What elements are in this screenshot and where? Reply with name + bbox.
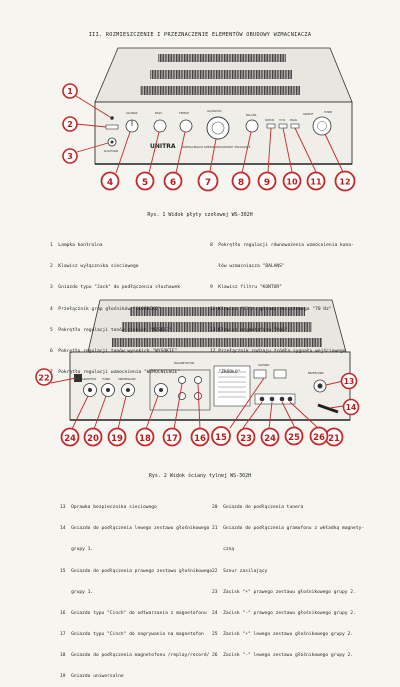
legend-item: 10 Klawisz filtru górnoprzepustowego "70 Hz" bbox=[210, 306, 332, 312]
rear-caption: Rys. 2 Widok ściany tylnej WS-302H bbox=[148, 473, 252, 479]
svg-text:13: 13 bbox=[343, 377, 355, 386]
cinch-play-icon bbox=[195, 377, 202, 384]
svg-text:8: 8 bbox=[237, 178, 245, 188]
svg-text:17: 17 bbox=[166, 434, 178, 444]
svg-text:20: 20 bbox=[87, 434, 99, 444]
svg-text:10: 10 bbox=[286, 177, 298, 187]
callout-26 bbox=[311, 428, 328, 445]
front-legend-left bbox=[50, 228, 180, 383]
legend-item: 8 Pokrętło regulacji równoważenia wzmocnienia kana- bbox=[210, 243, 354, 249]
callout-2 bbox=[63, 117, 77, 131]
legend-item: 20 Gniazdo do podłączenia tunera bbox=[212, 505, 304, 511]
svg-text:25: 25 bbox=[288, 433, 300, 443]
callout-4 bbox=[102, 173, 119, 190]
front-model: WZMACNIACZ SZEROKOPASMOWY PW-KN/2/3 bbox=[182, 145, 251, 149]
callout-8 bbox=[233, 173, 250, 190]
front-label-headphones: SŁUCHAWKI bbox=[104, 150, 119, 153]
callout-5 bbox=[137, 173, 154, 190]
svg-text:3: 3 bbox=[67, 152, 73, 161]
legend-item: 14 Gniazdo do podłączenia lewego zestawu głośnikowego bbox=[60, 526, 210, 532]
callout-3 bbox=[63, 149, 77, 163]
legend-item: 18 Gniazdo do podłączenia magnetofonu /replay/record/ bbox=[60, 653, 210, 659]
callout-1 bbox=[63, 84, 77, 98]
front-label-treble: TREBLE bbox=[179, 112, 189, 115]
treble-knob-icon bbox=[180, 120, 192, 132]
callout-25 bbox=[286, 428, 303, 445]
legend-item: 22 Sznur zasilający bbox=[212, 568, 268, 574]
page-title: III. ROZMIESZCZENIE I PRZEZNACZENIE ELEMENTÓW OBUDOWY WZMACNIACZA bbox=[88, 32, 312, 38]
svg-text:23: 23 bbox=[240, 434, 252, 444]
legend-item: "ŹRÓDŁO" bbox=[210, 369, 241, 375]
front-label-speakers: GŁOŚNIK bbox=[126, 112, 138, 115]
legend-item: 7 Pokrętło regulacji wzmocnienia "WZMOCNIENIE" bbox=[50, 369, 180, 375]
front-label-phono: GRAMOF bbox=[303, 113, 314, 116]
legend-item: grupy 1. bbox=[60, 589, 94, 595]
callout-10 bbox=[284, 173, 301, 190]
callout-24-left bbox=[62, 429, 79, 446]
front-label-contour: KONTUR bbox=[265, 119, 275, 122]
contour-key-icon bbox=[267, 124, 275, 128]
front-label-tuner: TUNER bbox=[324, 111, 333, 114]
rear-label-speakers: GŁOŚNIKI bbox=[258, 364, 270, 367]
svg-text:12: 12 bbox=[339, 177, 351, 187]
front-brand: UNITRA bbox=[150, 143, 176, 150]
callout-6 bbox=[165, 173, 182, 190]
svg-text:18: 18 bbox=[139, 434, 151, 444]
rear-label-universal: UNIWERSALNE bbox=[118, 378, 136, 381]
callout-24-right bbox=[262, 429, 279, 446]
rear-label-phono: GRAMOFON bbox=[82, 378, 97, 381]
legend-item: grupy 1. bbox=[60, 547, 94, 553]
front-label-bass: BASS bbox=[155, 112, 162, 115]
pilot-lamp-icon bbox=[110, 116, 114, 120]
callout-11 bbox=[308, 173, 325, 190]
svg-text:24: 24 bbox=[64, 434, 76, 444]
svg-text:14: 14 bbox=[345, 403, 357, 412]
front-label-tape: MAGN. bbox=[290, 119, 298, 122]
legend-item: 25 Zacisk "+" lewego zestawu głośnikowego grupy 2. bbox=[212, 631, 354, 637]
svg-text:6: 6 bbox=[169, 178, 177, 188]
svg-text:15: 15 bbox=[215, 433, 227, 443]
svg-text:24: 24 bbox=[264, 434, 276, 444]
svg-text:2: 2 bbox=[67, 120, 73, 129]
legend-item: 1 Lampka kontrolna bbox=[50, 243, 103, 249]
front-label-70hz: 70 Hz bbox=[279, 119, 286, 122]
balance-knob-icon bbox=[246, 120, 258, 132]
svg-text:9: 9 bbox=[263, 178, 271, 188]
legend-item: 2 Klawisz wyłącznika sieciowego bbox=[50, 264, 139, 270]
legend-item: 26 Zacisk "-" lewego zestawu głośnikowego grupy 2. bbox=[212, 653, 354, 659]
legend-item: 12 Przełącznik rodzaju źródła sygnału wejściowego bbox=[210, 348, 346, 354]
callout-12 bbox=[336, 172, 355, 191]
volume-knob-icon bbox=[207, 117, 229, 139]
legend-item: 15 Gniazdo do podłączenia prawego zestawu głośnikowego bbox=[60, 568, 213, 574]
svg-text:1: 1 bbox=[67, 87, 73, 96]
callout-17 bbox=[164, 429, 181, 446]
svg-text:16: 16 bbox=[194, 434, 206, 444]
callout-7 bbox=[199, 172, 218, 191]
legend-item: łów wzmacniacza "BALANS" bbox=[210, 264, 285, 270]
legend-item: 16 Gniazdo typu "Cinch" do odtwarzania z magnetofonu bbox=[60, 610, 207, 616]
front-caption: Rys. 1 Widok płyty czołowej WS-302H bbox=[147, 212, 253, 218]
legend-item: 4 Przełącznik grup głośników "GŁOŚNIKI" bbox=[50, 306, 161, 312]
svg-text:11: 11 bbox=[310, 177, 322, 187]
callout-15 bbox=[212, 427, 230, 445]
rear-label-tuner: TUNER bbox=[102, 378, 111, 381]
legend-item: 13 Oprawka bezpiecznika sieciowego bbox=[60, 505, 157, 511]
svg-text:19: 19 bbox=[111, 434, 123, 444]
highpass-key-icon bbox=[279, 124, 287, 128]
legend-item: czną bbox=[212, 547, 235, 553]
front-label-volume: GŁOŚNOŚĆ bbox=[207, 110, 222, 113]
tape-key-icon bbox=[291, 124, 299, 128]
power-key-icon bbox=[106, 125, 118, 129]
legend-item: 24 Zacisk "-" prawego zestawu głośnikowego grupy 2. bbox=[212, 610, 356, 616]
legend-item: 3 Gniazdo typu "Jack" do podłączenia słuchawek bbox=[50, 285, 180, 291]
callout-19 bbox=[109, 429, 126, 446]
rear-label-fuse: BEZPIECZNIK bbox=[308, 372, 324, 375]
svg-text:4: 4 bbox=[106, 178, 114, 188]
rear-legend-right bbox=[212, 490, 364, 666]
front-label-balance: BALANS bbox=[246, 114, 257, 117]
svg-text:22: 22 bbox=[38, 373, 50, 383]
svg-text:21: 21 bbox=[328, 434, 340, 444]
callout-18 bbox=[137, 429, 154, 446]
front-view-drawing bbox=[95, 48, 352, 164]
callout-23 bbox=[238, 429, 255, 446]
svg-text:7: 7 bbox=[204, 178, 212, 188]
legend-item: 19 Gniazdo uniwersalne bbox=[60, 674, 124, 680]
rear-label-tape: MAGNETOFON bbox=[174, 361, 195, 365]
legend-item: 6 Pokrętło regulacji tonów wysokich "WYSOKIE" bbox=[50, 348, 178, 354]
bass-knob-icon bbox=[154, 120, 166, 132]
svg-text:26: 26 bbox=[313, 433, 325, 443]
callout-9 bbox=[259, 173, 276, 190]
source-selector-knob-icon bbox=[313, 117, 331, 135]
legend-item: 9 Klawisz filtru "KONTUR" bbox=[210, 285, 282, 291]
front-legend-right bbox=[210, 228, 354, 383]
legend-item: 11 Klawisz magnetofonu "MAG" bbox=[210, 327, 288, 333]
legend-item: 17 Gniazdo typu "Cinch" do nagrywania na magnetofon bbox=[60, 631, 204, 637]
callout-20 bbox=[85, 429, 102, 446]
legend-item: 21 Gniazdo do podłączenia gramofonu z wkładką magnety- bbox=[212, 526, 365, 532]
rear-legend-left bbox=[60, 490, 212, 687]
callout-14 bbox=[344, 400, 359, 415]
legend-item: 5 Pokrętło regulacji tonów niskich "NISKIE" bbox=[50, 327, 172, 333]
legend-item: 23 Zacisk "+" prawego zestawu głośnikowego grupy 2. bbox=[212, 589, 356, 595]
callout-16 bbox=[192, 429, 209, 446]
svg-text:5: 5 bbox=[141, 178, 149, 188]
